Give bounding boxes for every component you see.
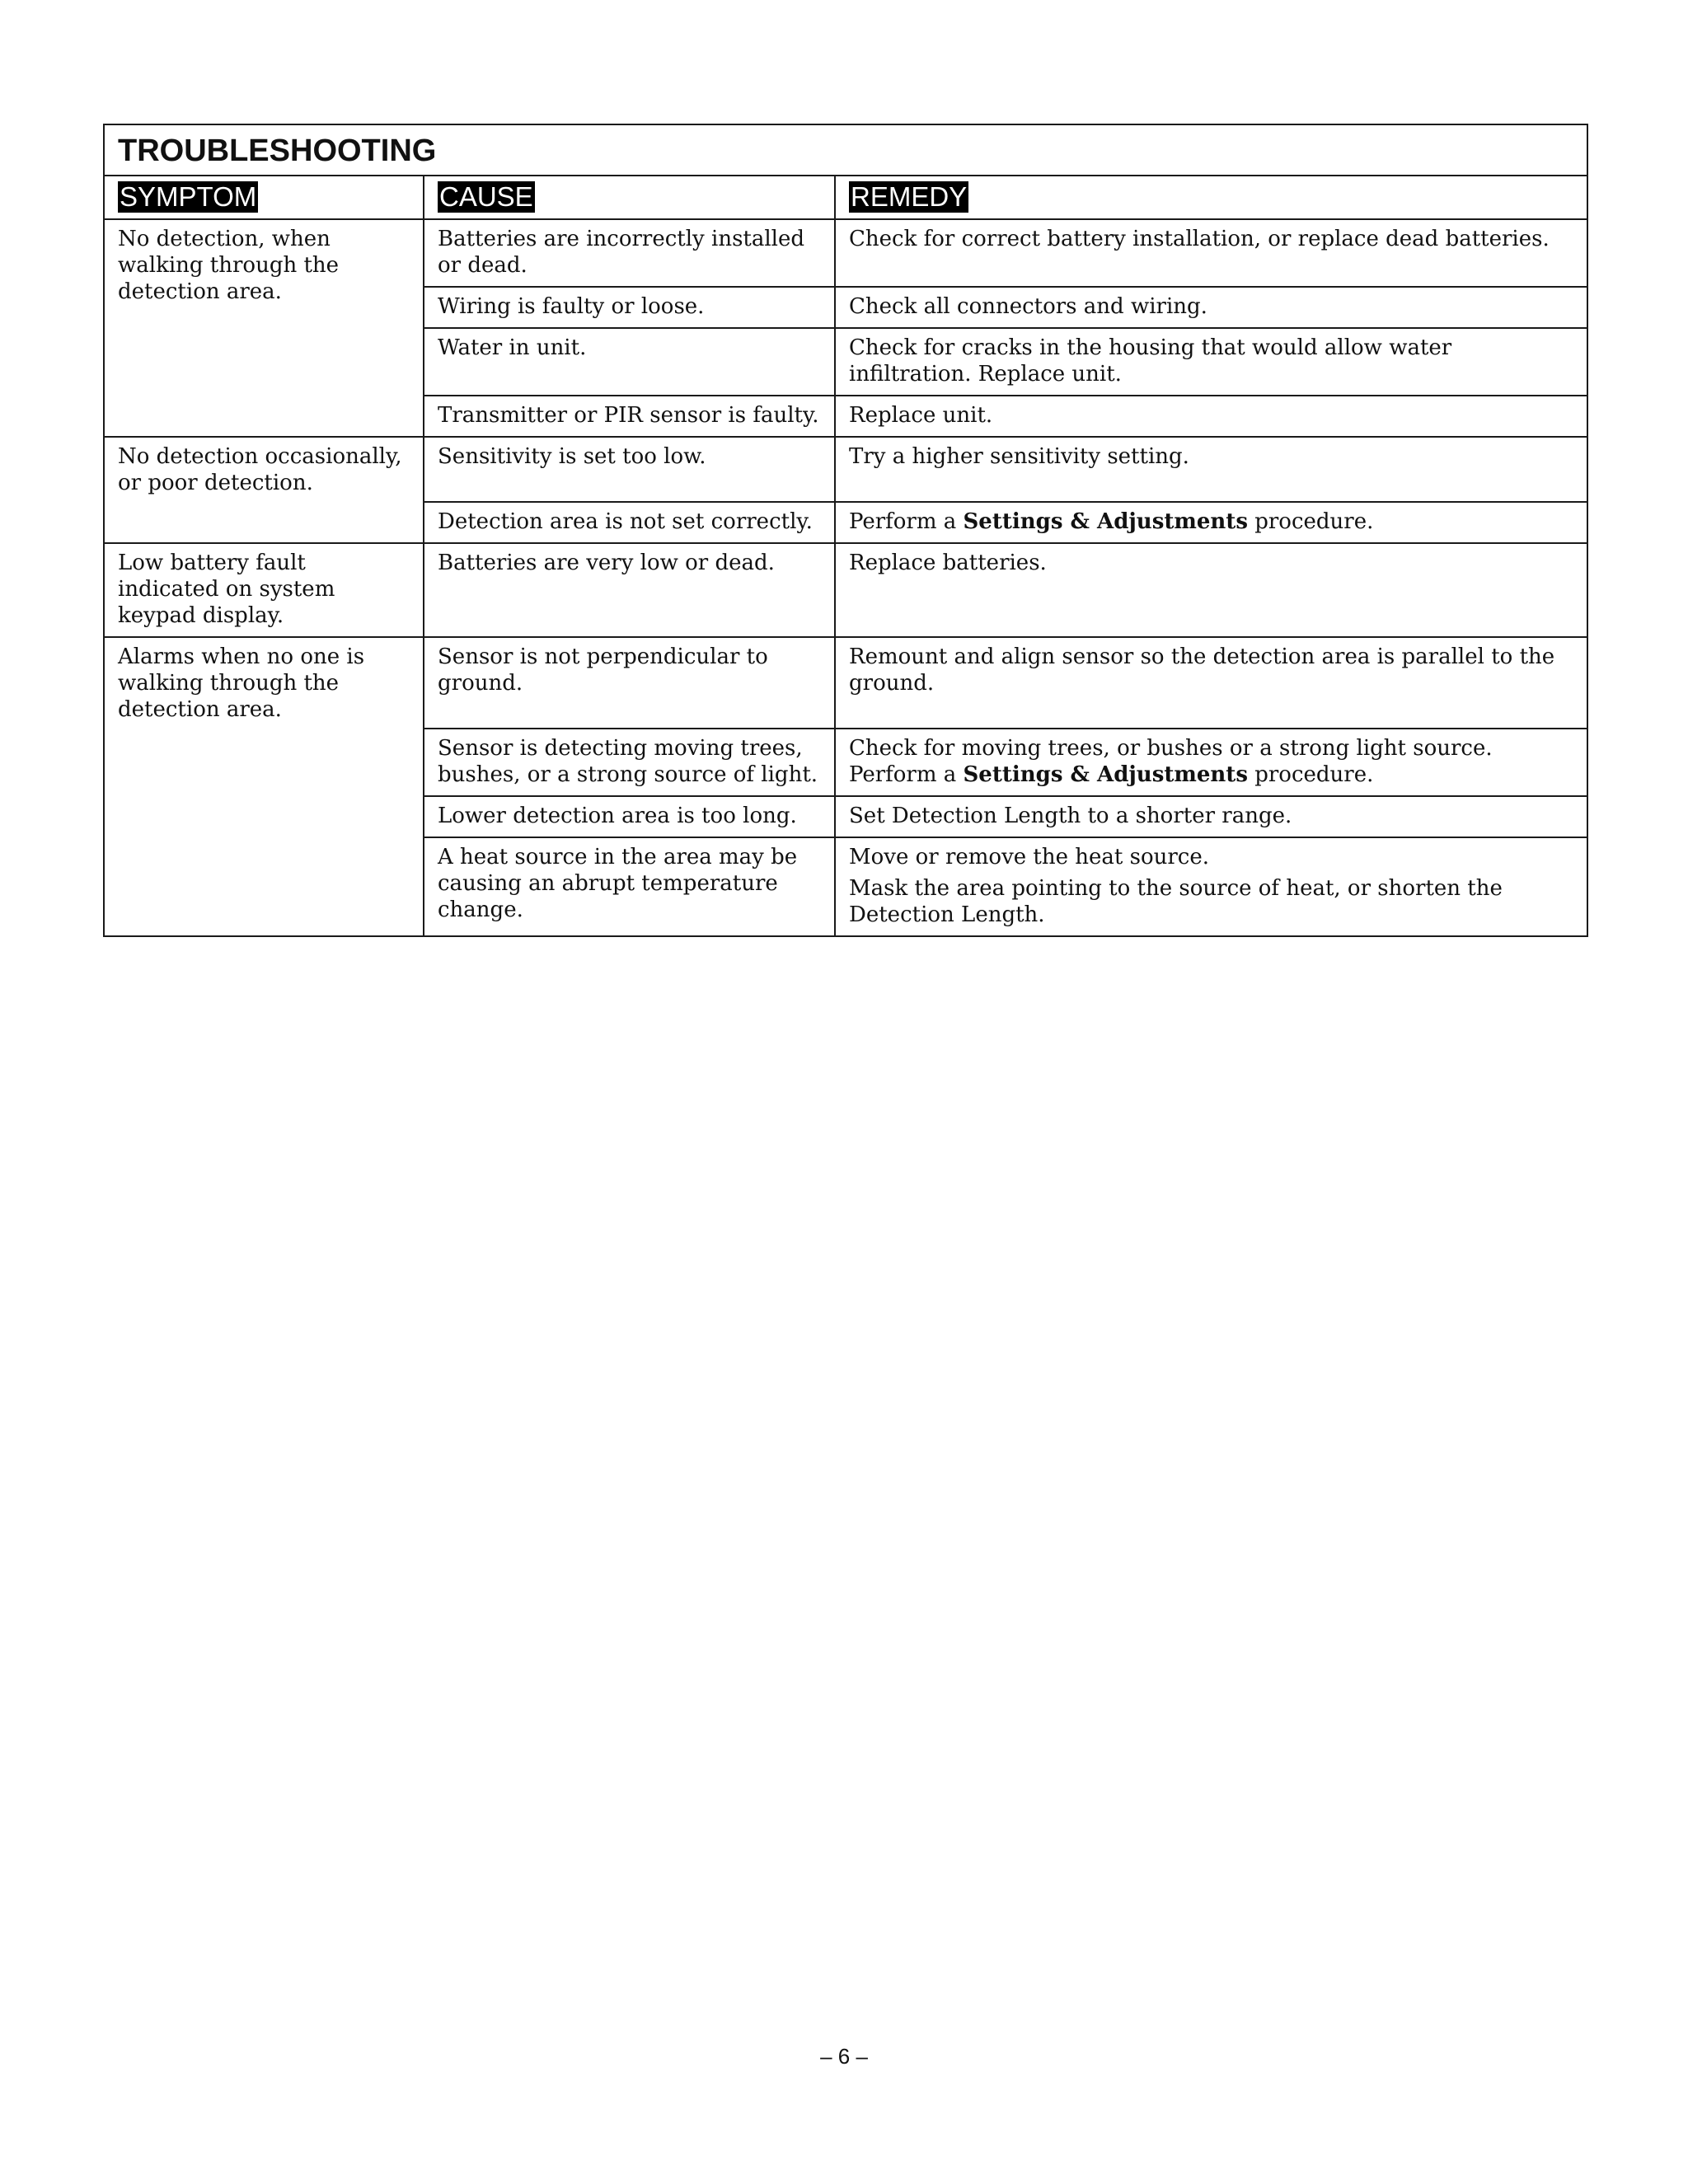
table-title: TROUBLESHOOTING [104,124,1587,176]
remedy-cell: Check for cracks in the housing that would allow water infiltration. Replace unit. [835,328,1587,396]
symptom-header-label: SYMPTOM [120,181,257,212]
cause-cell: Sensor is not perpendicular to ground. [424,637,835,729]
remedy-text: Move or remove the heat source. [849,845,1209,869]
remedy-cell [835,729,1587,796]
cause-cell: Batteries are very low or dead. [424,543,835,637]
settings-adjustments-ref: Settings & Adjustments [963,509,1248,534]
remedy-text: procedure. [1247,509,1374,534]
remedy-cell: Check for correct battery installation, or replace dead batteries. [835,219,1587,287]
cause-cell: Detection area is not set correctly. [424,502,835,543]
remedy-cell: Replace unit. [835,396,1587,437]
cause-cell: A heat source in the area may be causing an abrupt temperature change. [424,837,835,936]
remedy-text: procedure. [1247,762,1374,787]
remedy-cell [835,502,1587,543]
remedy-cell: Check all connectors and wiring. [835,287,1587,328]
settings-adjustments-ref: Settings & Adjustments [963,762,1248,787]
page-number: – 6 – [820,2044,868,2069]
cause-cell: Wiring is faulty or loose. [424,287,835,328]
remedy-cell: Remount and align sensor so the detection area is parallel to the ground. [835,637,1587,729]
cause-header [424,176,835,219]
symptom-cell: Low battery fault indicated on system keypad display. [104,543,424,637]
symptom-header [104,176,424,219]
cause-cell: Sensitivity is set too low. [424,437,835,502]
symptom-cell: Alarms when no one is walking through the detection area. [104,637,424,936]
table-row [104,543,1587,637]
symptom-cell: No detection, when walking through the detection area. [104,219,424,437]
remedy-cell: Try a higher sensitivity setting. [835,437,1587,502]
cause-header-label: CAUSE [439,181,533,212]
remedy-header [835,176,1587,219]
troubleshooting-table [103,124,1588,937]
remedy-header-label: REMEDY [851,181,968,212]
remedy-text: Mask the area pointing to the source of heat, or shorten the Detection Length. [849,876,1503,927]
cause-cell: Sensor is detecting moving trees, bushes, or a strong source of light. [424,729,835,796]
table-row [104,437,1587,502]
table-row [104,219,1587,287]
cause-cell: Batteries are incorrectly installed or dead. [424,219,835,287]
remedy-cell: Set Detection Length to a shorter range. [835,796,1587,837]
remedy-cell: Replace batteries. [835,543,1587,637]
table-row [104,637,1587,729]
remedy-text: Perform a [849,509,964,534]
remedy-text: Check for moving trees, or bushes or a strong light source. Perform a [849,736,1493,787]
cause-cell: Transmitter or PIR sensor is faulty. [424,396,835,437]
symptom-cell: No detection occasionally, or poor detection. [104,437,424,543]
cause-cell: Water in unit. [424,328,835,396]
remedy-cell [835,837,1587,936]
cause-cell: Lower detection area is too long. [424,796,835,837]
